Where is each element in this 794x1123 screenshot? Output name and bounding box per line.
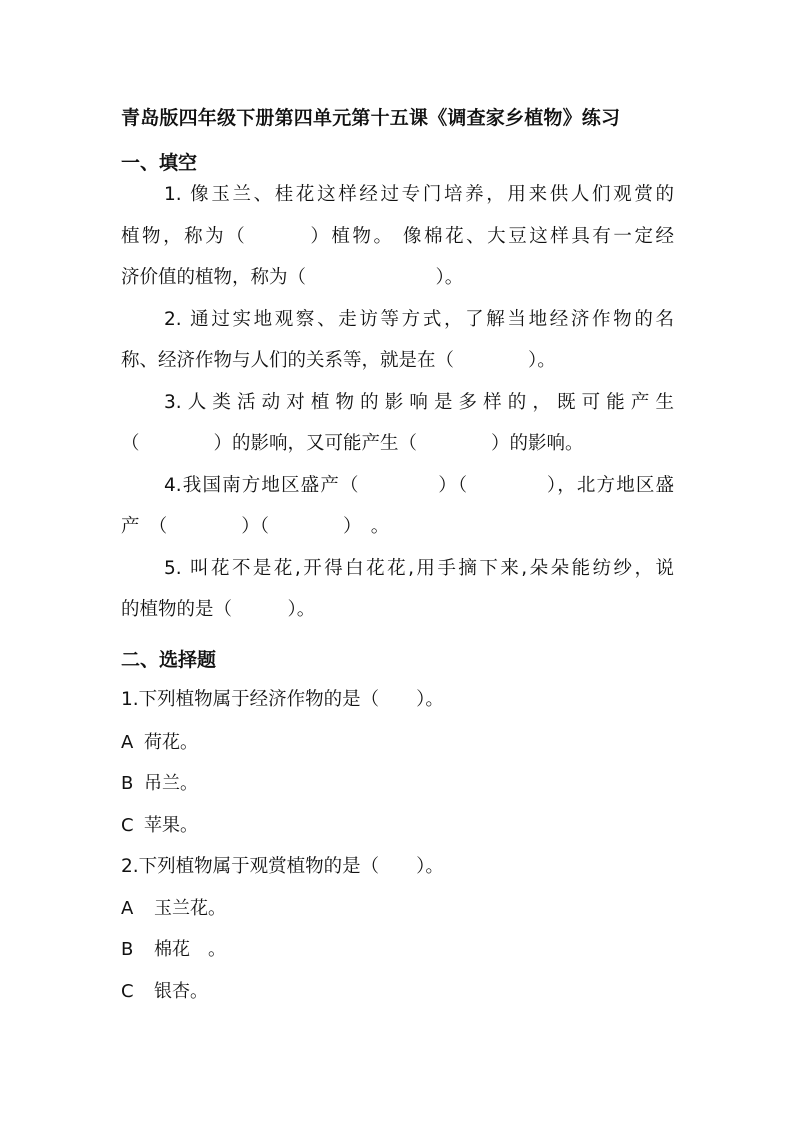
- choice-1-option-b-letter: B: [121, 773, 134, 794]
- document-title: 青岛版四年级下册第四单元第十五课《调查家乡植物》练习: [121, 107, 621, 129]
- question-2-line-2: 称、经济作物与人们的关系等，就是在（ ）。: [121, 350, 556, 371]
- choice-1-option-c-letter: C: [121, 815, 134, 836]
- choice-2-option-c-text: 银杏。: [154, 981, 208, 1002]
- choice-2-option-a-text: 玉兰花。: [154, 898, 226, 919]
- question-3-line-1: 3.人类活动对植物的影响是多样的，既可能产生: [164, 392, 674, 413]
- question-3-line-2: （ ）的影响，又可能产生（ ）的影响。: [121, 433, 584, 454]
- question-4-line-1: 4.我国南方地区盛产（ ）（ ），北方地区盛: [164, 475, 674, 496]
- choice-2-option-b-text: 棉花 。: [154, 939, 226, 960]
- question-5-line-1: 5. 叫花不是花,开得白花花,用手摘下来,朵朵能纺纱，说: [164, 558, 674, 579]
- question-4-line-2: 产 （ ）（ ） 。: [121, 516, 390, 537]
- question-5-line-2: 的植物的是（ ）。: [121, 599, 316, 620]
- choice-question-1-stem: 1.下列植物属于经济作物的是（ ）。: [121, 689, 444, 710]
- choice-question-2-stem: 2.下列植物属于观赏植物的是（ ）。: [121, 856, 444, 877]
- choice-2-option-b-letter: B: [121, 939, 134, 960]
- choice-1-option-c-text: 苹果。: [144, 815, 198, 836]
- question-2-line-1: 2. 通过实地观察、走访等方式，了解当地经济作物的名: [164, 309, 674, 330]
- choice-1-option-b-text: 吊兰。: [144, 773, 198, 794]
- choice-2-option-c-letter: C: [121, 981, 134, 1002]
- section-heading-choice: 二、选择题: [121, 649, 217, 671]
- section-heading-fill-blank: 一、填空: [121, 152, 198, 174]
- question-1-line-2: 植物，称为（ ）植物。 像棉花、大豆这样具有一定经: [121, 226, 674, 247]
- choice-1-option-a-letter: A: [121, 732, 134, 753]
- question-1-line-3: 济价值的植物，称为（ ）。: [121, 267, 464, 288]
- choice-2-option-a-letter: A: [121, 898, 134, 919]
- question-1-line-1: 1. 像玉兰、桂花这样经过专门培养，用来供人们观赏的: [164, 184, 674, 205]
- choice-1-option-a-text: 荷花。: [144, 732, 198, 753]
